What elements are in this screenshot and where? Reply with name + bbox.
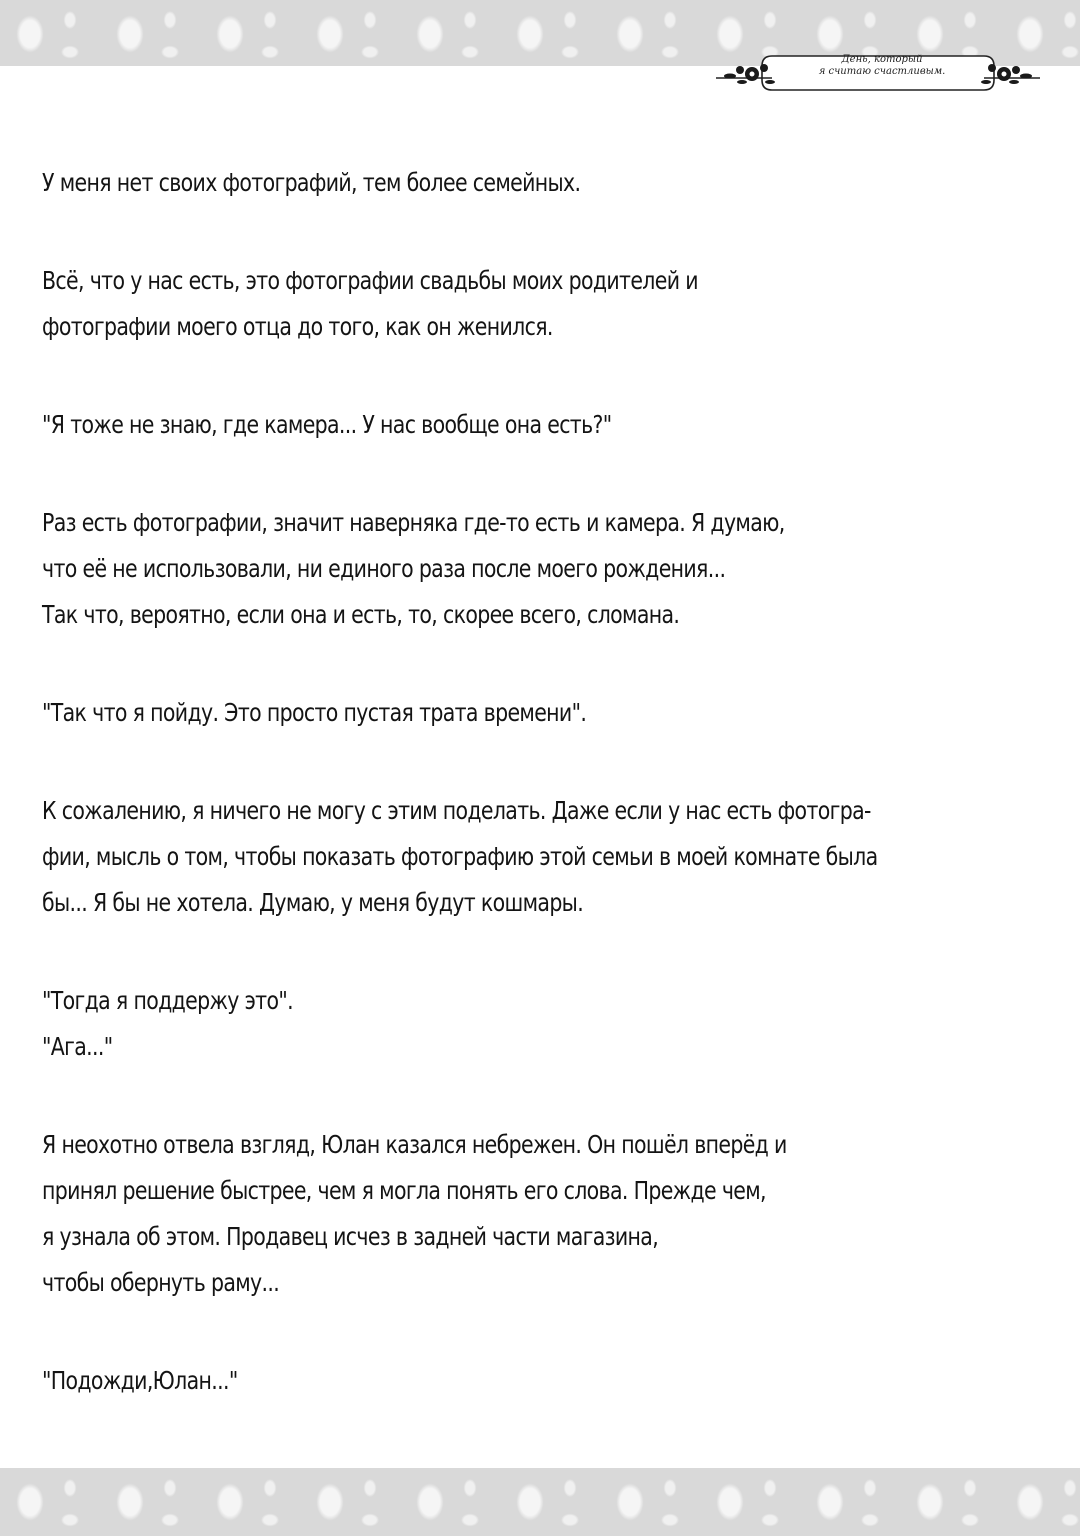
text-line: "Я тоже не знаю, где камера... У нас вообще она есть?" bbox=[42, 410, 612, 439]
text-line: я узнала об этом. Продавец исчез в задней части магазина, bbox=[42, 1222, 659, 1251]
paragraph bbox=[42, 402, 1002, 448]
paragraph bbox=[42, 258, 1002, 350]
text-line: "Подожди,Юлан..." bbox=[42, 1366, 238, 1395]
paragraph bbox=[42, 978, 1002, 1070]
text-line: что её не использовали, ни единого раза после моего рождения... bbox=[42, 554, 726, 583]
text-line: чтобы обернуть раму... bbox=[42, 1268, 280, 1297]
text-line: "Ага..." bbox=[42, 1032, 113, 1061]
text-line: Так что, вероятно, если она и есть, то, скорее всего, сломана. bbox=[42, 600, 680, 629]
chapter-header-badge bbox=[712, 48, 1044, 104]
paragraph bbox=[42, 500, 1002, 638]
text-line: фотографии моего отца до того, как он женился. bbox=[42, 312, 553, 341]
text-line: принял решение быстрее, чем я могла понять его слова. Прежде чем, bbox=[42, 1176, 766, 1205]
chapter-title bbox=[798, 54, 966, 78]
chapter-title-line-2: я считаю счастливым. bbox=[818, 66, 946, 77]
text-line: Раз есть фотографии, значит наверняка где-то есть и камера. Я думаю, bbox=[42, 508, 785, 537]
story-text bbox=[42, 160, 1002, 1456]
paragraph bbox=[42, 788, 1002, 926]
text-line: У меня нет своих фотографий, тем более семейных. bbox=[42, 168, 581, 197]
decorative-damask-band-bottom bbox=[0, 1468, 1080, 1536]
paragraph bbox=[42, 690, 1002, 736]
text-line: "Так что я пойду. Это просто пустая трата времени". bbox=[42, 698, 587, 727]
text-line: Всё, что у нас есть, это фотографии свадьбы моих родителей и bbox=[42, 266, 698, 295]
text-line: Я неохотно отвела взгляд, Юлан казался небрежен. Он пошёл вперёд и bbox=[42, 1130, 787, 1159]
paragraph bbox=[42, 160, 1002, 206]
text-line: "Тогда я поддержу это". bbox=[42, 986, 293, 1015]
paragraph bbox=[42, 1358, 1002, 1404]
chapter-title-line-1: День, который bbox=[841, 54, 923, 65]
text-line: К сожалению, я ничего не могу с этим поделать. Даже если у нас есть фотогра- bbox=[42, 796, 871, 825]
paragraph bbox=[42, 1122, 1002, 1306]
text-line: бы... Я бы не хотела. Думаю, у меня будут кошмары. bbox=[42, 888, 584, 917]
text-line: фии, мысль о том, чтобы показать фотографию этой семьи в моей комнате была bbox=[42, 842, 878, 871]
